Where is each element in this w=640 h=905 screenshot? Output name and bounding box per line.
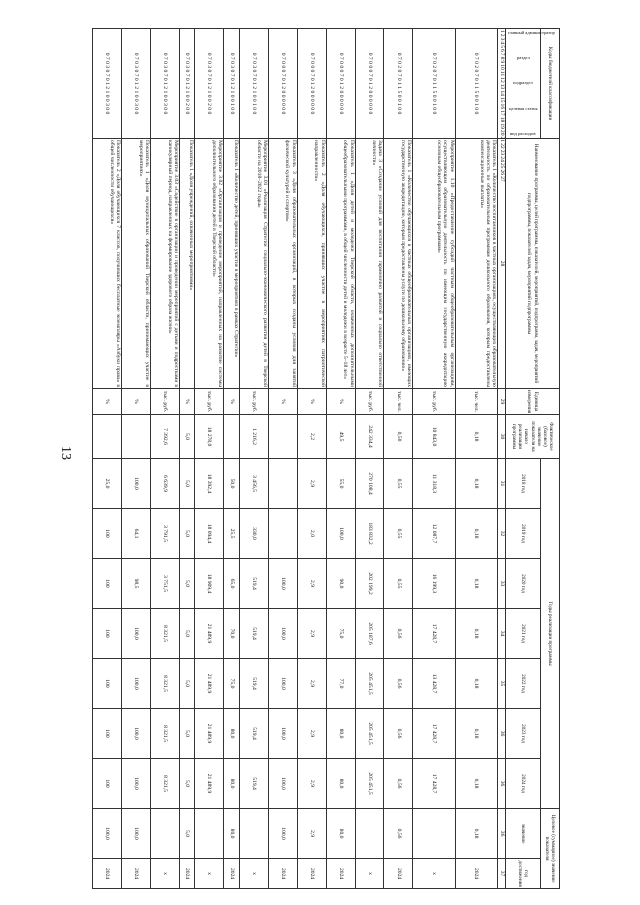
column-index-number: 19 — [499, 123, 505, 129]
year-value-cell: 270 108,4 — [355, 459, 384, 509]
year-value-cell: 0,56 — [384, 609, 413, 659]
indicator-name-cell: Мероприятие 3.01 «Реализация Стратегии социально-экономического развития детей в Тверской области на 2018–2022 годы» — [239, 139, 268, 389]
unit-cell: тыс. руб. — [239, 389, 268, 415]
column-index-number: 7 — [499, 52, 505, 56]
year-value-cell: 0,56 — [384, 659, 413, 709]
final-value-cell — [195, 809, 224, 859]
unit-cell: тыс. руб. — [195, 389, 224, 415]
code-col-subsection: подраздел — [513, 80, 533, 86]
budget-code-cell: 0 7 0 0 0 7 0 1 2 0 0 0 0 0 0 — [268, 29, 297, 139]
year-value-cell: 6 639,9 — [150, 459, 179, 509]
year-value-cell: 3 751,5 — [150, 559, 179, 609]
column-index-number: 3 — [499, 37, 505, 41]
table-row — [195, 29, 224, 889]
year-value-cell: 75,0 — [326, 609, 355, 659]
indicator-name-cell: Показатель 2 «Доля обучающихся 7 классов, получивших бесплатные экземпляры «Азбуки права» в общей численности обучающихся» — [93, 139, 122, 389]
table-row — [122, 29, 151, 889]
year-value-cell: 205 451,5 — [355, 759, 384, 809]
year-value-cell: 50,0 — [224, 459, 240, 509]
year-value-cell: 100 — [93, 609, 122, 659]
year-value-cell: 11 318,3 — [413, 459, 455, 509]
column-index-number: 26 — [499, 169, 505, 176]
year-header-2022: 2022 год — [506, 659, 541, 709]
unit-cell: % — [179, 389, 195, 415]
year-value-cell: 5,0 — [179, 509, 195, 559]
column-index-cell: 30 — [498, 415, 506, 459]
column-index-cell: 36 — [498, 809, 506, 859]
column-index-cell: 37 — [498, 859, 506, 889]
code-group-header: Коды бюджетной классификации — [541, 29, 560, 139]
final-value-cell: 80,0 — [326, 809, 355, 859]
year-value-cell: 100,0 — [268, 709, 297, 759]
column-index-number: 24 — [499, 156, 505, 162]
year-value-cell: 70,0 — [224, 609, 240, 659]
year-value-cell: 98,5 — [122, 559, 151, 609]
page-number: 13 — [58, 446, 73, 460]
column-index-number: 10 — [499, 64, 505, 70]
year-value-cell: 5,0 — [179, 459, 195, 509]
base-value-cell — [268, 415, 297, 459]
final-year-cell: 2024 — [179, 859, 195, 889]
year-value-cell: 100,0 — [268, 609, 297, 659]
year-value-cell: 17 428,7 — [413, 709, 455, 759]
column-index-cell — [498, 29, 506, 182]
year-value-cell: 2,9 — [297, 459, 326, 509]
final-group-header: Целевое (суммарное) значение показателя — [541, 809, 560, 889]
year-value-cell: 8 321,5 — [150, 609, 179, 659]
year-value-cell: 519,4 — [239, 609, 268, 659]
final-year-cell: х — [239, 859, 268, 889]
year-value-cell: 25,0 — [93, 459, 122, 509]
year-value-cell: 330,0 — [239, 509, 268, 559]
code-col-expense: вид расходов — [510, 130, 536, 136]
unit-cell: тыс. руб. — [355, 389, 384, 415]
column-index-number: 18 — [499, 116, 505, 123]
year-header-2021: 2021 год — [506, 609, 541, 659]
budget-code-cell: 0 7 0 0 0 7 0 1 2 0 0 0 0 0 0 — [355, 29, 384, 139]
column-index-cell: 36 — [498, 759, 506, 809]
year-value-cell: 13 428,7 — [413, 659, 455, 709]
final-value-cell: 100,0 — [93, 809, 122, 859]
year-value-cell: 100,0 — [326, 509, 355, 559]
year-value-cell: 8 321,5 — [150, 659, 179, 709]
final-year-cell: 2024 — [297, 859, 326, 889]
column-index-cell: 32 — [498, 509, 506, 559]
year-value-cell: 183 832,2 — [355, 509, 384, 559]
final-year-cell: х — [413, 859, 455, 889]
year-value-cell: 100,0 — [122, 659, 151, 709]
column-index-number: 15 — [499, 96, 505, 103]
year-value-cell: 18 392,4 — [195, 459, 224, 509]
final-year-cell: 2024 — [122, 859, 151, 889]
year-value-cell: 205 451,5 — [355, 659, 384, 709]
unit-cell: % — [122, 389, 151, 415]
final-value-cell — [413, 809, 455, 859]
indicator-name-cell: Мероприятие 3.02 «Организация и проведение мероприятий, направленных на развитие системы дополнительного образования детей в Тверской области» — [195, 139, 224, 389]
table-row — [384, 29, 413, 889]
final-value-cell — [239, 809, 268, 859]
unit-cell: тыс. руб. — [150, 389, 179, 415]
unit-column-header: Единица измерения — [506, 389, 560, 415]
indicator-name-cell: Показатель 1 «Доля детей и молодежи Тверской области, охваченных дополнительными общеобразовательными программами, в общей численности детей и молодежи в возрасте 5–18 лет» — [326, 139, 355, 389]
base-value-cell: 0,50 — [384, 415, 413, 459]
column-index-cell: 31 — [498, 459, 506, 509]
table-row — [326, 29, 355, 889]
column-index-number: 13 — [499, 83, 505, 90]
indicator-name-cell: Показатель 1 «Количество обучающихся в частных общеобразовательных организациях, имеющих государственную аккредитацию, которым предоставлены услуги по дошкольному образованию» — [384, 139, 413, 389]
budget-code-cell: 0 7 0 0 0 7 0 1 2 0 0 0 0 0 0 — [326, 29, 355, 139]
year-value-cell: 80,0 — [224, 759, 240, 809]
rotated-table-wrapper — [92, 28, 560, 888]
year-value-cell: 90,0 — [326, 559, 355, 609]
base-value-cell: 10 843,0 — [413, 415, 455, 459]
year-value-cell: 5,0 — [179, 659, 195, 709]
year-value-cell: 0,18 — [455, 759, 497, 809]
final-value-cell: 5,0 — [179, 809, 195, 859]
base-value-cell: 0,18 — [455, 415, 497, 459]
column-index-number: 21 — [499, 136, 505, 143]
year-value-cell: 100,0 — [122, 709, 151, 759]
budget-code-cell: 0 7 0 0 0 7 0 1 2 0 0 0 0 0 0 — [297, 29, 326, 139]
year-value-cell: 0,18 — [455, 509, 497, 559]
final-year-cell: 2024 — [455, 859, 497, 889]
indicator-name-cell: Показатель 3 «Доля образовательных организаций, в которых созданы условия для занятий физической культурой и спортом» — [268, 139, 297, 389]
year-value-cell — [268, 459, 297, 509]
code-col-admin: главный администратор — [508, 30, 555, 35]
final-value-cell: 2,9 — [297, 809, 326, 859]
year-value-cell: 0,55 — [384, 509, 413, 559]
final-value-header: значение — [506, 809, 541, 859]
year-value-cell: 21 489,9 — [195, 709, 224, 759]
year-value-cell: 0,18 — [455, 709, 497, 759]
column-index-cell: 36 — [498, 709, 506, 759]
year-value-cell: 17 428,7 — [413, 609, 455, 659]
year-value-cell: 205 187,6 — [355, 609, 384, 659]
year-value-cell: 17 428,7 — [413, 759, 455, 809]
final-year-cell: х — [195, 859, 224, 889]
base-value-cell: 5,0 — [179, 415, 195, 459]
final-year-cell: 2024 — [326, 859, 355, 889]
unit-cell: тыс. чел. — [384, 389, 413, 415]
column-index-number: 4 — [499, 41, 505, 45]
base-value-cell: 242 334,4 — [355, 415, 384, 459]
year-value-cell: 5,0 — [179, 759, 195, 809]
final-year-header: год достижения — [506, 859, 541, 889]
final-year-cell: 2024 — [93, 859, 122, 889]
budget-code-cell: 0 7 0 3 0 7 0 1 2 1 0 0 2 0 0 — [179, 29, 195, 139]
year-value-cell: 202 199,2 — [355, 559, 384, 609]
base-value-cell: 49,5 — [326, 415, 355, 459]
year-value-cell: 100,0 — [268, 759, 297, 809]
final-value-cell: 80,0 — [224, 809, 240, 859]
column-index-cell: 29 — [498, 389, 506, 415]
column-index-number: 25 — [499, 162, 505, 169]
year-value-cell: 0,18 — [455, 459, 497, 509]
column-index-number: 2 — [499, 33, 505, 37]
year-value-cell: 100 — [93, 509, 122, 559]
column-index-number: 12 — [499, 77, 505, 83]
column-index-number: 14 — [499, 90, 505, 96]
final-value-cell: 0,18 — [455, 809, 497, 859]
budget-code-cell: 0 7 0 2 0 7 0 1 1 5 0 0 1 0 0 — [413, 29, 455, 139]
table-row — [150, 29, 179, 889]
column-index-number: 23 — [499, 149, 505, 156]
unit-cell: % — [93, 389, 122, 415]
table-row — [179, 29, 195, 889]
years-group-header: Годы реализации программы — [541, 459, 560, 809]
year-value-cell: 100 — [93, 659, 122, 709]
column-index-cell: 34 — [498, 609, 506, 659]
year-value-cell: 2,9 — [297, 609, 326, 659]
year-value-cell: 80,0 — [326, 709, 355, 759]
year-value-cell: 3 791,5 — [150, 509, 179, 559]
final-value-cell — [150, 809, 179, 859]
unit-cell: % — [326, 389, 355, 415]
table-row — [413, 29, 455, 889]
year-value-cell: 100,0 — [268, 559, 297, 609]
column-index-cell: 35 — [498, 659, 506, 709]
year-value-cell: 80,0 — [224, 709, 240, 759]
year-value-cell: 100,0 — [122, 609, 151, 659]
column-index-number: 6 — [499, 48, 505, 52]
indicator-name-cell: Показатель 1 «Количество детей, принявших участие в мероприятиях в рамках Стратегии» — [224, 139, 240, 389]
table-row — [455, 29, 497, 889]
column-index-number: 1 — [499, 30, 505, 33]
year-value-cell: 12 087,7 — [413, 509, 455, 559]
year-value-cell: 100,0 — [268, 659, 297, 709]
year-value-cell: 18 094,4 — [195, 509, 224, 559]
final-year-cell: 2024 — [224, 859, 240, 889]
year-value-cell: 519,4 — [239, 659, 268, 709]
indicator-name-cell: Задача 3 «Создание условий для воспитания гармонично развитой и социально ответственной личности» — [355, 139, 384, 389]
final-year-cell: х — [355, 859, 384, 889]
column-index-number: 16 — [499, 103, 505, 110]
year-value-cell: 519,4 — [239, 759, 268, 809]
year-value-cell: 16 199,3 — [413, 559, 455, 609]
year-value-cell: 519,4 — [239, 709, 268, 759]
year-value-cell: 65,0 — [224, 559, 240, 609]
code-col-section: раздел — [516, 55, 530, 61]
year-value-cell: 519,4 — [239, 559, 268, 609]
year-value-cell: 3 456,5 — [239, 459, 268, 509]
column-index-number: 20 — [499, 129, 505, 136]
base-value-cell: 1 216,2 — [239, 415, 268, 459]
table-row — [239, 29, 268, 889]
year-value-cell: 21 489,9 — [195, 759, 224, 809]
year-value-cell: 64,1 — [122, 509, 151, 559]
year-value-cell: 100 — [93, 559, 122, 609]
final-year-cell: 2024 — [384, 859, 413, 889]
year-value-cell: 8 321,5 — [150, 709, 179, 759]
unit-cell: тыс. чел. — [455, 389, 497, 415]
year-value-cell: 100,0 — [122, 459, 151, 509]
year-value-cell: 0,55 — [384, 459, 413, 509]
year-value-cell: 2,9 — [297, 559, 326, 609]
final-value-cell: 0,56 — [384, 809, 413, 859]
final-year-cell: х — [150, 859, 179, 889]
table-row — [268, 29, 297, 889]
year-value-cell: 8 321,5 — [150, 759, 179, 809]
header-row-1 — [541, 29, 560, 889]
base-column-header: Фактическое (базовое) значение показателя на начало реализации программы — [506, 415, 560, 459]
budget-code-cell: 0 7 0 2 0 7 0 1 1 5 0 0 1 0 0 — [384, 29, 413, 139]
year-header-2020: 2020 год — [506, 559, 541, 609]
unit-cell: % — [224, 389, 240, 415]
year-header-2023: 2023 год — [506, 709, 541, 759]
final-year-cell: 2024 — [268, 859, 297, 889]
year-value-cell: 25,5 — [224, 509, 240, 559]
unit-cell: % — [268, 389, 297, 415]
budget-code-cell: 0 7 0 3 0 7 0 1 2 1 0 0 1 0 0 — [224, 29, 240, 139]
base-value-cell — [224, 415, 240, 459]
column-index-number: 9 — [499, 60, 505, 64]
year-value-cell: 2,9 — [297, 759, 326, 809]
column-index-number: 8 — [499, 56, 505, 60]
budget-code-cell: 0 7 0 3 0 7 0 1 2 1 0 0 3 0 0 — [93, 29, 122, 139]
year-value-cell: 75,0 — [224, 659, 240, 709]
year-value-cell — [268, 509, 297, 559]
budget-code-cell: 0 7 0 3 0 7 0 1 2 1 0 0 2 0 0 — [195, 29, 224, 139]
year-value-cell: 205 451,5 — [355, 709, 384, 759]
base-value-cell — [122, 415, 151, 459]
column-index-number: 5 — [499, 45, 505, 48]
final-value-cell: 100,0 — [122, 809, 151, 859]
table-row — [93, 29, 122, 889]
document-sheet — [92, 28, 560, 888]
table-row — [297, 29, 326, 889]
base-value-cell: 2,2 — [297, 415, 326, 459]
budget-code-cell: 0 7 0 3 0 7 0 1 2 1 0 0 1 0 0 — [239, 29, 268, 139]
column-index-number: 27 — [499, 176, 505, 182]
indicator-name-cell: Показатель 2 «Доля обучающихся, принявших участие в мероприятиях патриотической направленности» — [297, 139, 326, 389]
column-index-number: 17 — [499, 110, 505, 116]
year-value-cell: 80,0 — [326, 759, 355, 809]
year-value-cell: 100 — [93, 709, 122, 759]
year-value-cell: 2,9 — [297, 709, 326, 759]
year-value-cell: 21 489,9 — [195, 659, 224, 709]
column-index-number: 11 — [499, 70, 505, 77]
budget-code-cell: 0 7 0 3 0 7 0 1 2 1 0 0 3 0 0 — [122, 29, 151, 139]
code-col-target: целевая статья — [508, 105, 538, 111]
year-value-cell: 18 909,4 — [195, 559, 224, 609]
year-value-cell: 0,18 — [455, 659, 497, 709]
name-column-header: Наименование программы, целей программы, показателей, мероприятий, подпрограмм, задач, мероприятий подпрограммы, показателей задач, мероприятий подпрограммы — [506, 139, 560, 389]
unit-cell: % — [297, 389, 326, 415]
year-value-cell: 5,0 — [179, 609, 195, 659]
base-value-cell: 7 392,6 — [150, 415, 179, 459]
column-index-cell: 33 — [498, 559, 506, 609]
indicator-name-cell: Показатель 1 «Доля муниципальных образований Тверской области, принимающих участие в мероприятиях» — [122, 139, 151, 389]
year-value-cell: 5,0 — [179, 559, 195, 609]
program-indicators-table — [92, 28, 560, 889]
indicator-name-cell: Показатель 1 «Доля учреждений, охваченных мероприятиями» — [179, 139, 195, 389]
year-value-cell: 0,18 — [455, 559, 497, 609]
year-value-cell: 0,56 — [384, 709, 413, 759]
year-value-cell: 21 489,9 — [195, 609, 224, 659]
year-header-2018: 2018 год — [506, 459, 541, 509]
year-header-2024: 2024 год — [506, 759, 541, 809]
year-value-cell: 2,0 — [297, 509, 326, 559]
year-value-cell: 77,0 — [326, 659, 355, 709]
final-value-cell — [355, 809, 384, 859]
final-value-cell: 100,0 — [268, 809, 297, 859]
indicator-name-cell: Мероприятие 3.03 «Содействие в организации и проведении мероприятий с детьми и подростками в каникулярный период, направленных на формирование здорового образа жизни» — [150, 139, 179, 389]
year-value-cell: 5,0 — [179, 709, 195, 759]
unit-cell: тыс. руб. — [413, 389, 455, 415]
year-value-cell: 0,56 — [384, 759, 413, 809]
year-value-cell: 100 — [93, 759, 122, 809]
year-header-2019: 2019 год — [506, 509, 541, 559]
year-value-cell: 0,55 — [384, 559, 413, 609]
table-row — [224, 29, 240, 889]
year-value-cell: 2,9 — [297, 659, 326, 709]
year-value-cell: 0,18 — [455, 609, 497, 659]
budget-code-cell: 0 7 0 2 0 7 0 1 1 5 0 0 1 0 0 — [455, 29, 497, 139]
year-value-cell: 100,0 — [122, 759, 151, 809]
base-value-cell: 18 278,0 — [195, 415, 224, 459]
indicator-name-cell: Мероприятие 1.10 «Предоставление субсидий частным общеобразовательным организациям, осуществляющим образовательную деятельность по имеющим государственную аккредитацию основным общеобразовательным программам» — [413, 139, 455, 389]
indicator-name-cell: Показатель 1 «Количество воспитанников в частных организациях, осуществляющих образовательную деятельность по образовательным программам дошкольного образования, которым предоставлены компенсационные выплаты» — [455, 139, 497, 389]
table-row — [355, 29, 384, 889]
column-index-cell: 28 — [498, 139, 506, 389]
budget-code-cell: 0 7 0 3 0 7 0 1 2 1 0 0 3 0 0 — [150, 29, 179, 139]
column-index-row — [498, 29, 506, 889]
base-value-cell — [93, 415, 122, 459]
year-value-cell: 55,0 — [326, 459, 355, 509]
column-index-number: 22 — [499, 143, 505, 149]
